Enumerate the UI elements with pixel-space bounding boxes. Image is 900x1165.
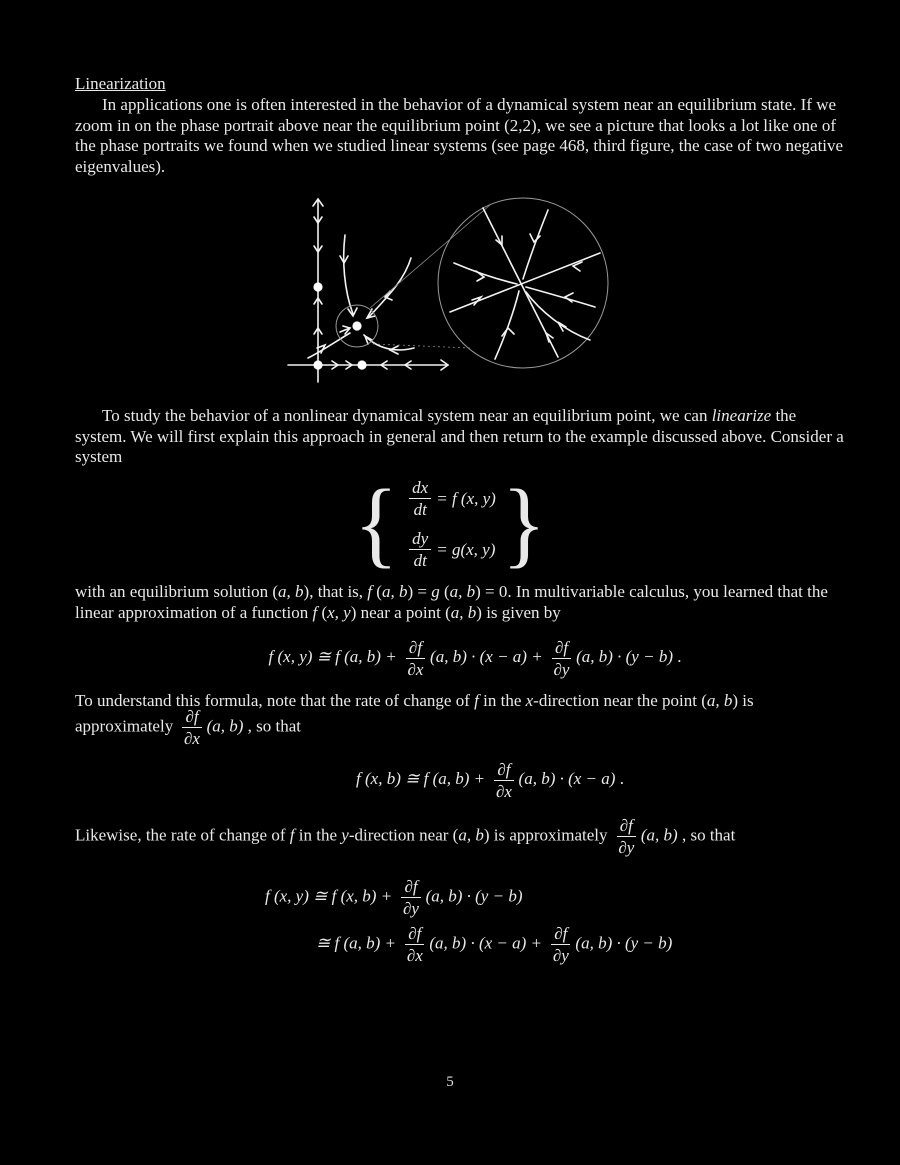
text-segment: in the: [294, 825, 342, 845]
fraction-numerator: ∂f: [617, 816, 636, 837]
text-segment: linearize: [711, 406, 772, 425]
text-segment: a, b: [449, 582, 476, 601]
page-number: 5: [446, 1074, 454, 1090]
fraction: [182, 707, 201, 748]
paragraph-linearize: [75, 406, 845, 468]
text-segment: = g(x, y): [436, 539, 496, 559]
text-segment: x: [525, 691, 534, 710]
fraction-numerator: ∂f: [551, 924, 570, 945]
text-segment: ) is given by: [476, 602, 561, 622]
text-segment: the system. We will first explain this approach in general and then return to the example discussed above. Consider a system: [75, 406, 844, 467]
text-segment: (a, b) · (x − a) +: [430, 647, 547, 667]
text-segment: (a, b) · (x − a): [518, 769, 616, 789]
text-segment: in the: [478, 691, 526, 710]
text-segment: , so that: [243, 716, 302, 736]
text-segment: f: [367, 582, 377, 601]
y-direction-formula-line1: [265, 877, 523, 918]
paragraph-intro: [75, 95, 845, 178]
text-segment: To study the behavior of a nonlinear dynamical system near an equilibrium point, we can: [102, 406, 712, 425]
fraction-numerator: ∂f: [406, 638, 425, 659]
y-direction-formula-line2: [316, 924, 672, 965]
text-segment: ) =: [407, 582, 432, 601]
text-segment: approximately: [75, 716, 178, 736]
text-segment: (a, b) · (x − a) +: [429, 933, 547, 953]
fraction-denominator: dt: [413, 551, 427, 571]
right-brace: }: [501, 469, 546, 577]
fraction: [405, 924, 424, 965]
text-segment: In applications one is often interested in the behavior of a dynamical system near an equilibrium state. If we zoom in on the phase portrait above near the equilibrium point (2,2), we see a picture that looks a lot like one of the phase portraits we found when we studied linear systems (see page 468, third figure, the case of two negative eigenvalues).: [75, 95, 844, 177]
text-segment: ) = 0. In multivariable calculus, you learned that the linear approximation of a function: [75, 582, 828, 622]
fraction: [406, 638, 425, 679]
text-segment: = f (x, y): [436, 488, 496, 508]
text-segment: (a, b) · (y − b): [575, 933, 673, 953]
text-segment: .: [672, 647, 682, 667]
text-segment: f (x, y) ≅ f (x, b) +: [265, 886, 397, 906]
text-segment: -direction near (: [348, 825, 459, 845]
text-segment: (: [321, 602, 328, 622]
fraction-denominator: ∂x: [495, 782, 512, 802]
fraction-numerator: ∂f: [405, 924, 424, 945]
paragraph-likewise: [75, 816, 735, 857]
text-segment: ), that is,: [303, 582, 368, 601]
text-segment: .: [615, 769, 624, 789]
fraction: [409, 478, 431, 519]
text-segment: , so that: [677, 825, 736, 845]
text-segment: f (x, y) ≅ f (a, b) +: [268, 647, 401, 667]
paragraph-equilibrium-solution: [75, 582, 845, 623]
fraction: [494, 760, 513, 801]
text-segment: To understand this formula, note that the rate of change of: [75, 691, 475, 710]
fraction: [401, 877, 420, 918]
phase-portrait-svg: [268, 190, 630, 390]
fraction-numerator: dy: [409, 529, 431, 550]
text-segment: Likewise, the rate of change of: [75, 825, 290, 845]
linear-approximation-formula: [268, 638, 682, 680]
system-of-equations: [0, 469, 900, 577]
text-segment: ) near a point (: [350, 602, 451, 622]
equation-dy-dt: [404, 529, 495, 570]
system-rows: [404, 478, 496, 570]
text-segment: with an equilibrium solution (: [75, 582, 279, 601]
axes: [288, 199, 448, 382]
text-segment: (a, b): [640, 825, 678, 845]
fraction: [551, 924, 570, 965]
equation-dx-dt: [404, 478, 496, 519]
equilibrium-dots: [313, 282, 366, 369]
text-segment: f: [474, 691, 479, 710]
text-segment: -direction near the point (: [533, 691, 707, 710]
fraction: [409, 529, 431, 570]
zoom-circles: [336, 198, 608, 368]
fraction-numerator: ∂f: [552, 638, 571, 659]
fraction-denominator: ∂x: [406, 946, 423, 966]
text-segment: g: [431, 582, 444, 601]
text-segment: f: [289, 825, 295, 845]
text-segment: ) is: [732, 691, 754, 710]
text-segment: a, b: [450, 602, 477, 622]
fraction-numerator: ∂f: [401, 877, 420, 898]
text-segment: (: [443, 582, 450, 601]
fraction-denominator: ∂y: [403, 899, 419, 919]
linear-approximation-formula-row: [0, 638, 900, 679]
fraction: [617, 816, 636, 857]
fraction-numerator: ∂f: [182, 707, 201, 728]
text-segment: f (x, b) ≅ f (a, b) +: [356, 769, 490, 789]
text-segment: ) is approximately: [483, 825, 612, 845]
text-segment: a, b: [278, 582, 304, 601]
text-segment: ≅ f (a, b) +: [316, 933, 401, 953]
magnified-node-portrait: [450, 208, 600, 359]
fraction: [552, 638, 571, 679]
text-segment: y: [341, 825, 349, 845]
fraction-denominator: ∂y: [618, 838, 635, 858]
text-segment: f: [312, 602, 322, 622]
text-segment: (: [376, 582, 382, 601]
text-segment: (a, b) · (y − b): [425, 886, 523, 906]
section-heading: Linearization: [75, 74, 166, 93]
fraction-denominator: dt: [413, 500, 427, 520]
text-segment: a, b: [706, 691, 733, 710]
text-segment: a, b: [381, 582, 408, 601]
fraction-denominator: ∂y: [552, 946, 569, 966]
paragraph-understand-line2: [75, 707, 301, 748]
trajectories: [308, 235, 414, 358]
fraction-denominator: ∂y: [553, 660, 570, 680]
x-direction-formula-row: [0, 760, 900, 801]
text-segment: (a, b) · (y − b): [576, 647, 673, 667]
text-segment: a, b: [458, 825, 484, 845]
fraction-numerator: dx: [409, 478, 431, 499]
x-direction-formula: [356, 760, 624, 802]
phase-portrait-figure: [268, 190, 630, 395]
magnifier-connector-lines: [370, 205, 490, 348]
text-segment: x, y: [327, 602, 351, 622]
text-segment: (a, b): [206, 716, 244, 736]
left-brace: {: [354, 469, 399, 577]
fraction-denominator: ∂x: [184, 729, 200, 749]
fraction-numerator: ∂f: [494, 760, 513, 781]
fraction-denominator: ∂x: [407, 660, 424, 680]
